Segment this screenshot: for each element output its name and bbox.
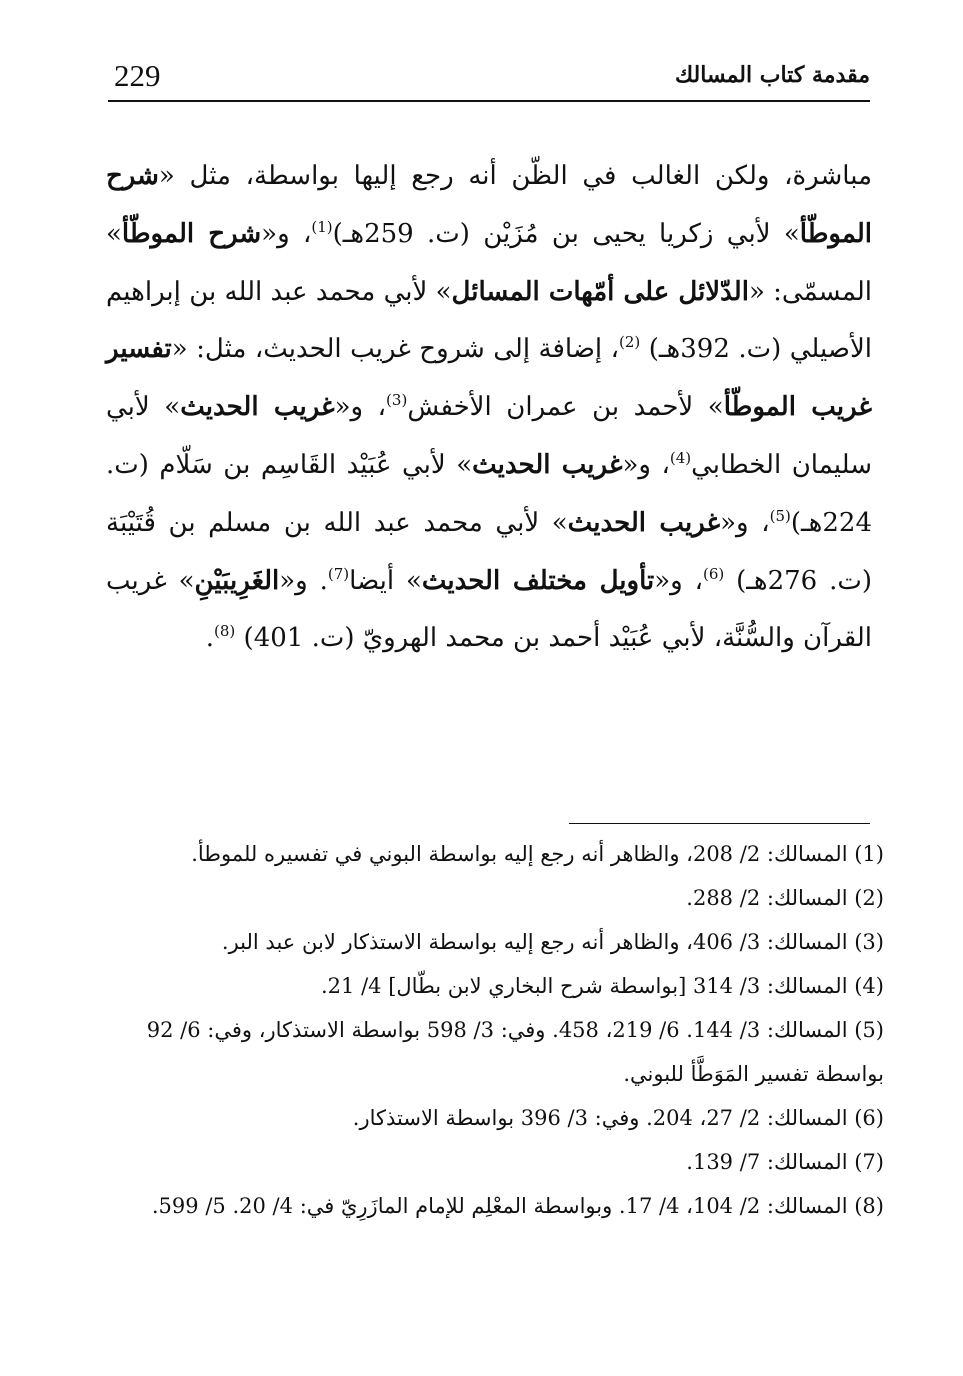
text-run: » لأبي سليمان الخطابي [106, 392, 872, 480]
text-run: » غريب القرآن والسُّنَّة، لأبي عُبَيْد أحمد بن محمد الهرويّ (ت. 401) [106, 565, 872, 654]
footnote-ref[interactable]: (6) [702, 564, 725, 583]
footnote-ref[interactable]: (8) [214, 622, 236, 641]
footnote: (5) المسالك: 3/ 144. 6/ 219، 458. وفي: 3/ 598 بواسطة الاستذكار، وفي: 6/ 92 بواسطة تفسير المَوَطَّأ للبوني. [146, 1018, 884, 1086]
main-paragraph [106, 148, 872, 668]
footnote-ref[interactable]: (4) [669, 448, 692, 467]
text-run: » المسمّى: « [106, 218, 872, 307]
footnote-ref[interactable]: (7) [327, 564, 350, 583]
book-title: شرح الموطّأ [121, 218, 262, 249]
text-run: ، و« [622, 449, 670, 480]
text-run: » لأحمد بن عمران الأخفش [407, 392, 724, 423]
book-title: شرح الموطّأ [106, 161, 872, 249]
footnote: (4) المسالك: 3/ 314 [بواسطة شرح البخاري لابن بطّال] 4/ 21. [320, 974, 884, 998]
text-run: » لأبي محمد عبد الله بن إبراهيم الأصيلي (ت. 392هـ) [106, 276, 872, 365]
book-title: تأويل مختلف الحديث [421, 565, 655, 596]
text-run: » لأبي عُبَيْد القَاسِم بن سَلّام (ت. 224هـ) [106, 449, 873, 538]
footnotes [106, 832, 884, 1228]
footnote-ref[interactable]: (2) [619, 333, 641, 352]
footnote-ref[interactable]: (1) [311, 217, 333, 236]
text-run: ، و« [261, 218, 312, 249]
text-run: ، و« [720, 507, 770, 538]
book-title: غريب الحديث [567, 507, 721, 538]
book-title: غريب الحديث [472, 449, 623, 480]
text-run: . [205, 623, 214, 654]
page-header [108, 56, 870, 102]
text-run: . و« [279, 565, 328, 596]
book-title: غريب الحديث [180, 392, 335, 423]
footnote-separator [569, 823, 870, 824]
running-title: مقدمة كتاب المسالك [675, 62, 870, 88]
footnote: (8) المسالك: 2/ 104، 4/ 17. وبواسطة المعْلِم للإمام المازَرِيّ في: 4/ 20. 5/ 599. [151, 1194, 884, 1218]
footnote: (6) المسالك: 2/ 27، 204. وفي: 3/ 396 بواسطة الاستذكار. [352, 1106, 884, 1130]
book-title: الدّلائل على أمّهات المسائل [451, 276, 749, 307]
text-run: مباشرة، ولكن الغالب في الظّن أنه رجع إليها بواسطة، مثل « [158, 161, 872, 191]
book-title: الغَرِيبَيْنِ [194, 565, 280, 596]
text-run: ، إضافة إلى شروح غريب الحديث، مثل: « [171, 334, 620, 365]
text-run: » لأبي زكريا يحيى بن مُزَيْن (ت. 259هـ) [332, 218, 800, 249]
text-run: ، و« [654, 565, 703, 596]
page-number: 229 [114, 58, 161, 93]
footnote-ref[interactable]: (5) [769, 506, 791, 525]
footnote: (1) المسالك: 2/ 208، والظاهر أنه رجع إليه بواسطة البوني في تفسيره للموطأ. [191, 842, 884, 866]
footnote-ref[interactable]: (3) [386, 391, 408, 410]
text-run: » أيضا [349, 565, 422, 596]
book-title: تفسير غريب الموطّأ [106, 334, 872, 423]
text-run: ، و« [334, 392, 387, 423]
text-run: » لأبي محمد عبد الله بن مسلم بن قُتَيْبَة (ت. 276هـ) [106, 507, 872, 596]
footnote: (3) المسالك: 3/ 406، والظاهر أنه رجع إليه بواسطة الاستذكار لابن عبد البر. [221, 930, 884, 954]
paragraph-text [106, 148, 872, 668]
footnote: (2) المسالك: 2/ 288. [686, 886, 884, 910]
footnote: (7) المسالك: 7/ 139. [686, 1150, 884, 1174]
